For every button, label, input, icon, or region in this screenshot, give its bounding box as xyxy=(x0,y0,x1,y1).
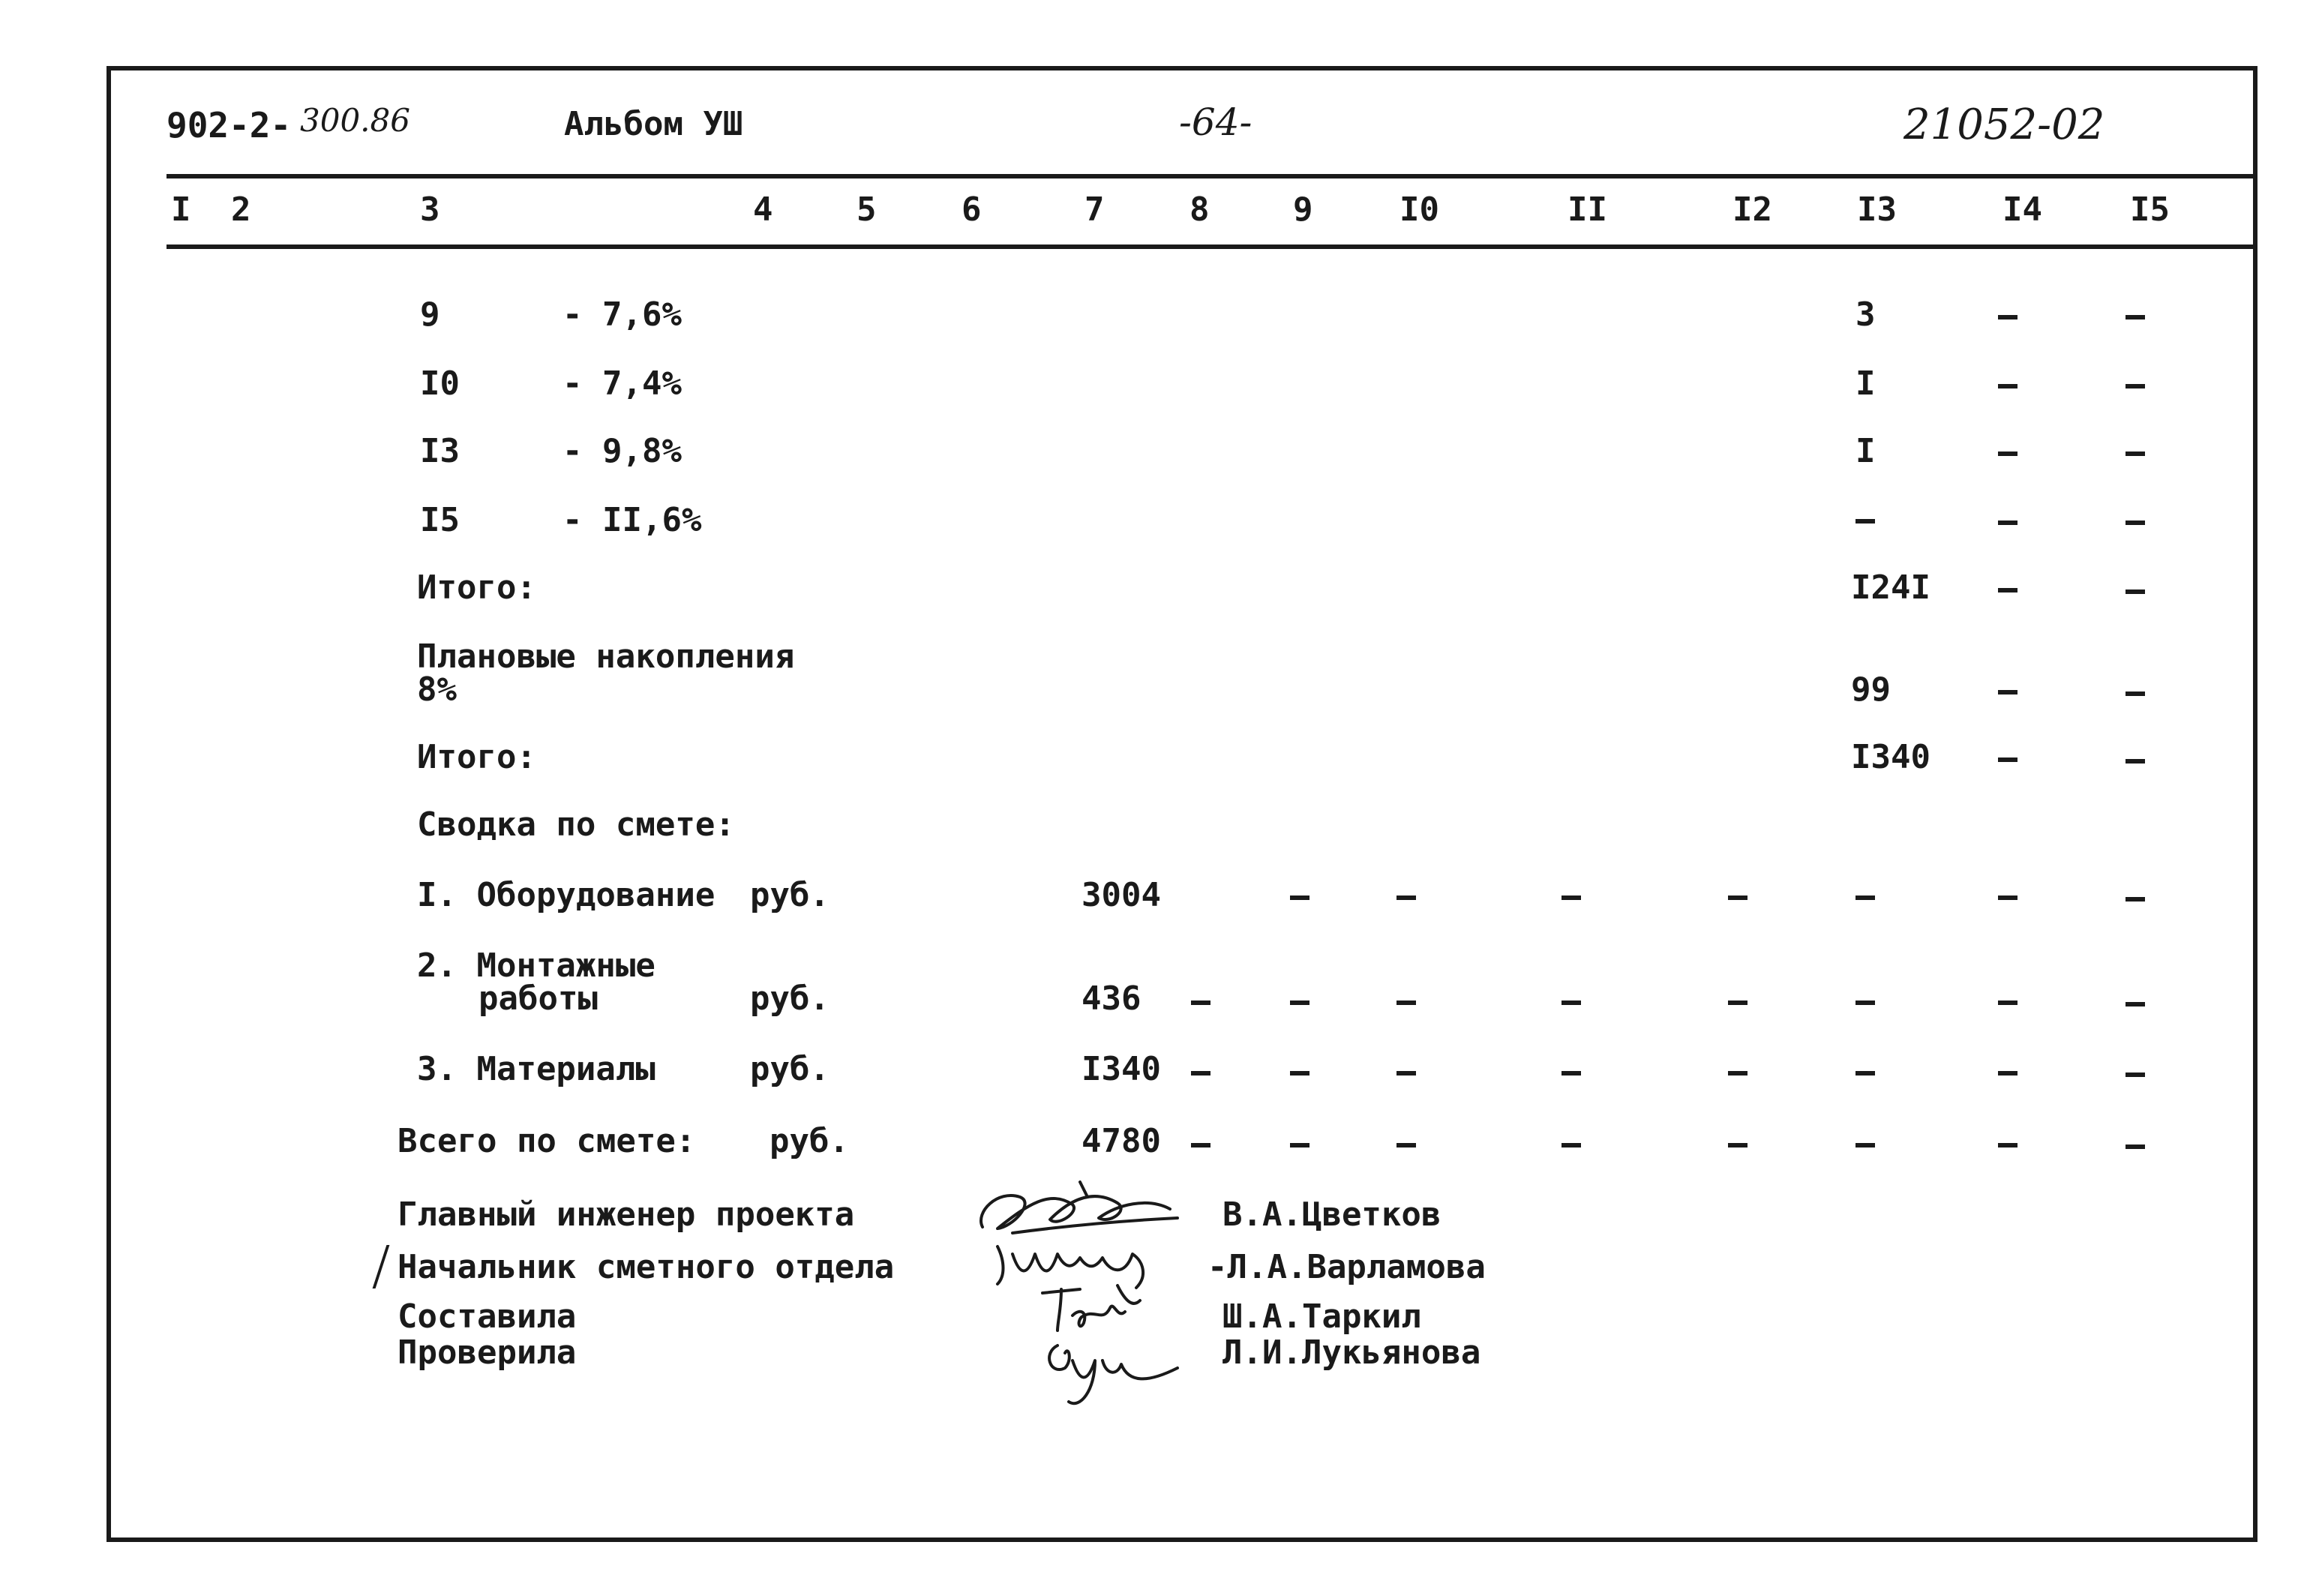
summary-unit: руб. xyxy=(770,1122,849,1160)
row-dash xyxy=(1728,896,1748,900)
row-dash-c15 xyxy=(2126,452,2145,456)
row-dash xyxy=(1562,1143,1581,1148)
row-dash xyxy=(1728,1071,1748,1076)
column-number: 9 xyxy=(1293,190,1313,229)
row-dash xyxy=(2126,1144,2145,1149)
row-dash-c14 xyxy=(1998,520,2018,525)
row-value-c13: I xyxy=(1856,432,1876,470)
estimate-head-title: Начальник сметного отдела xyxy=(398,1248,895,1286)
row-dash xyxy=(1290,1000,1310,1005)
summary-unit: руб. xyxy=(750,980,830,1018)
doc-number: 21052-02 xyxy=(1904,100,2105,149)
row-code: I3 xyxy=(420,432,460,470)
checked-by-name: Л.И.Лукьянова xyxy=(1222,1334,1481,1372)
column-number: 8 xyxy=(1190,190,1210,229)
summary-value: I340 xyxy=(1082,1050,1161,1088)
summary-value: 3004 xyxy=(1082,876,1161,914)
row-dash-c14 xyxy=(1998,690,2018,694)
row-percent: - 9,8% xyxy=(562,432,682,470)
row-dash xyxy=(1562,1000,1581,1005)
subtotal-label: Итого: xyxy=(417,568,536,607)
row-dash xyxy=(1191,1143,1210,1148)
column-number: 7 xyxy=(1084,190,1105,229)
summary-title: Сводка по смете: xyxy=(417,806,735,844)
column-number: I2 xyxy=(1732,190,1772,229)
row-value-c13: 3 xyxy=(1856,296,1876,334)
summary-label: I. Оборудование xyxy=(417,876,716,914)
chief-engineer-title: Главный инженер проекта xyxy=(398,1196,855,1234)
summary-unit: руб. xyxy=(750,1050,830,1088)
column-number: 6 xyxy=(962,190,982,229)
row-dash-c14 xyxy=(1998,315,2018,320)
row-dash-c15 xyxy=(2126,692,2145,696)
row-dash xyxy=(1191,1071,1210,1076)
summary-label-cont: работы xyxy=(478,980,598,1018)
row-dash-c15 xyxy=(2126,384,2145,388)
row-dash xyxy=(1290,896,1310,900)
column-number: I0 xyxy=(1400,190,1439,229)
row-code: I0 xyxy=(420,364,460,403)
summary-label: 3. Материалы xyxy=(417,1050,656,1088)
row-dash xyxy=(1290,1143,1310,1148)
album-label: Альбом УШ xyxy=(564,105,743,143)
row-dash-c15 xyxy=(2126,315,2145,320)
row-dash xyxy=(2126,1002,2145,1006)
row-dash xyxy=(1290,1071,1310,1076)
row-dash xyxy=(1191,1000,1210,1005)
summary-unit: руб. xyxy=(750,876,830,914)
row-dash xyxy=(1998,1143,2018,1148)
summary-label: 2. Монтажные xyxy=(417,946,656,985)
row-dash-c13 xyxy=(1856,519,1875,524)
row-percent: - 7,6% xyxy=(562,296,682,334)
total-value: I340 xyxy=(1851,738,1930,776)
estimate-head-name: -Л.А.Варламова xyxy=(1208,1248,1486,1286)
row-dash xyxy=(1856,1071,1875,1076)
doc-code-printed: 902-2- xyxy=(166,105,292,146)
row-dash xyxy=(1856,1143,1875,1148)
column-number: II xyxy=(1568,190,1607,229)
column-number: I3 xyxy=(1857,190,1897,229)
row-dash-c14 xyxy=(1998,588,2018,592)
planned-savings-label: Плановые накопления xyxy=(417,638,795,676)
column-number: 3 xyxy=(420,190,440,229)
row-dash xyxy=(1562,896,1581,900)
header-rule-bottom xyxy=(166,244,2254,249)
header-rule-top xyxy=(166,174,2254,178)
row-dash-c14 xyxy=(1998,384,2018,388)
row-dash xyxy=(2126,897,2145,902)
row-dash xyxy=(2126,1072,2145,1077)
row-dash xyxy=(1396,1000,1416,1005)
row-percent: - 7,4% xyxy=(562,364,682,403)
chief-engineer-name: В.А.Цветков xyxy=(1222,1196,1442,1234)
row-dash xyxy=(1396,896,1416,900)
row-code: 9 xyxy=(420,296,440,334)
row-dash xyxy=(1856,1000,1875,1005)
total-label: Итого: xyxy=(417,738,536,776)
planned-savings-value: 99 xyxy=(1851,670,1891,709)
checked-by-title: Проверила xyxy=(398,1334,577,1372)
column-number: I xyxy=(171,190,191,229)
doc-code-handwritten: 300.86 xyxy=(300,102,410,139)
composed-by-name: Ш.А.Таркил xyxy=(1222,1298,1421,1336)
row-dash xyxy=(1998,1000,2018,1005)
row-dash xyxy=(1396,1143,1416,1148)
signature-composed-checked xyxy=(1035,1278,1185,1413)
row-dash xyxy=(1998,1071,2018,1076)
column-number: 5 xyxy=(856,190,877,229)
row-percent: - II,6% xyxy=(562,501,702,539)
page-number: -64- xyxy=(1179,100,1252,144)
row-dash-c15 xyxy=(2126,520,2145,525)
column-number: I4 xyxy=(2002,190,2042,229)
row-dash xyxy=(1728,1000,1748,1005)
row-code: I5 xyxy=(420,501,460,539)
column-number: I5 xyxy=(2130,190,2170,229)
row-dash xyxy=(1562,1071,1581,1076)
row-dash-c14 xyxy=(1998,452,2018,456)
column-number: 2 xyxy=(231,190,251,229)
row-value-c13: I xyxy=(1856,364,1876,403)
row-dash xyxy=(1396,1071,1416,1076)
row-dash-c15 xyxy=(2126,590,2145,594)
row-dash-c14 xyxy=(1998,758,2018,762)
row-dash xyxy=(1856,896,1875,900)
summary-total-label: Всего по смете: xyxy=(398,1122,696,1160)
row-dash xyxy=(1728,1143,1748,1148)
summary-total-value: 4780 xyxy=(1082,1122,1161,1160)
composed-by-title: Составила xyxy=(398,1298,577,1336)
column-number: 4 xyxy=(753,190,773,229)
summary-value: 436 xyxy=(1082,980,1142,1018)
row-dash-c15 xyxy=(2126,759,2145,764)
subtotal-value: I24I xyxy=(1851,568,1930,607)
planned-savings-percent: 8% xyxy=(417,670,457,709)
row-dash xyxy=(1998,896,2018,900)
